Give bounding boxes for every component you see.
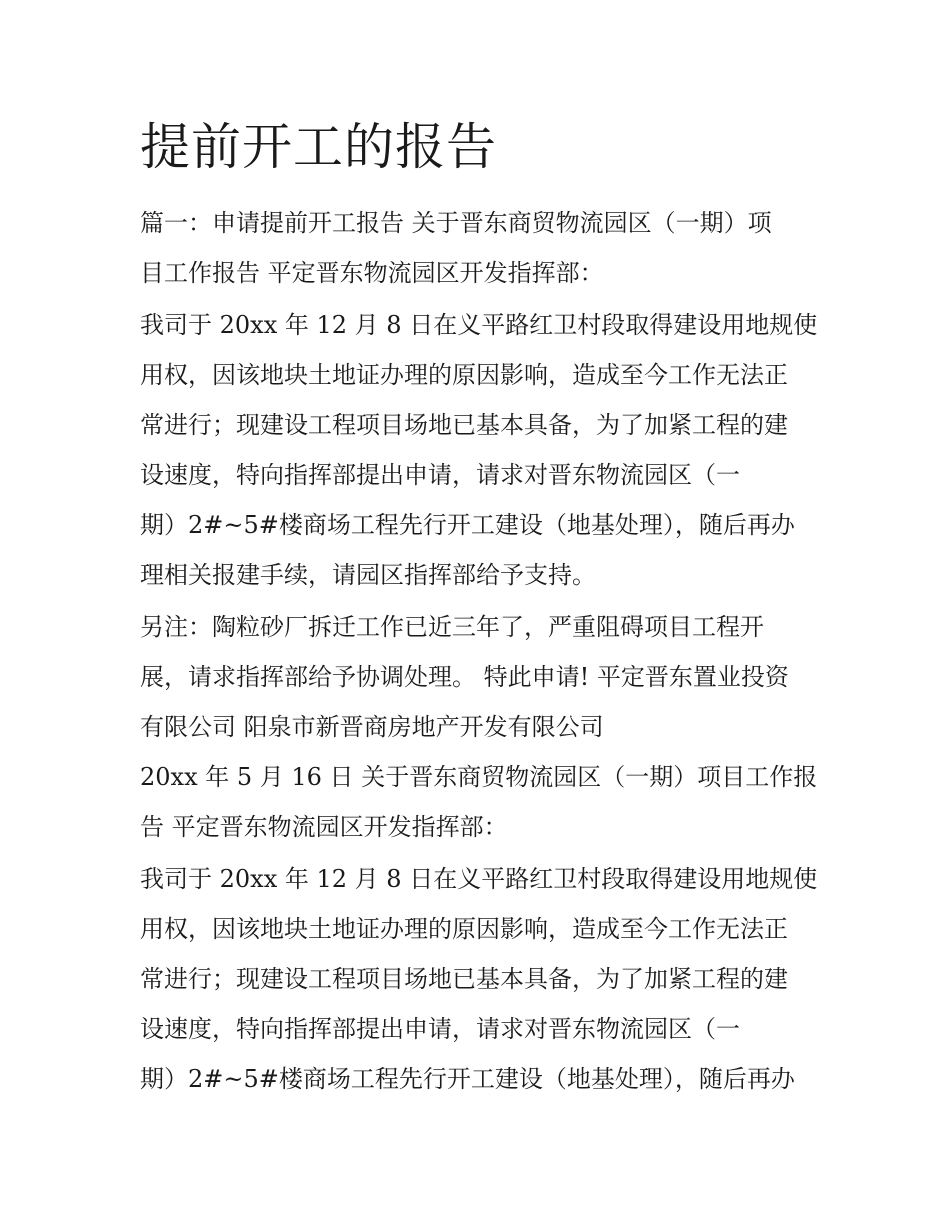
body-line-9: 另注：陶粒砂厂拆迁工作已近三年了，严重阻碍项目工程开 — [140, 613, 764, 641]
body-line-13: 告 平定晋东物流园区开发指挥部： — [140, 813, 508, 841]
body-line-11: 有限公司 阳泉市新晋商房地产开发有限公司 — [140, 713, 604, 741]
body-line-16: 常进行；现建设工程项目场地已基本具备，为了加紧工程的建 — [140, 965, 788, 993]
body-line-18: 期）2#~5#楼商场工程先行开工建设（地基处理），随后再办 — [140, 1065, 795, 1093]
body-line-4: 用权，因该地块土地证办理的原因影响，造成至今工作无法正 — [140, 361, 788, 389]
document-title: 提前开工的报告 — [140, 118, 497, 176]
body-line-3: 我司于 20xx 年 12 月 8 日在义平路红卫村段取得建设用地规使 — [140, 311, 818, 339]
body-line-14: 我司于 20xx 年 12 月 8 日在义平路红卫村段取得建设用地规使 — [140, 865, 818, 893]
body-line-10: 展，请求指挥部给予协调处理。 特此申请! 平定晋东置业投资 — [140, 663, 789, 691]
body-line-8: 理相关报建手续，请园区指挥部给予支持。 — [140, 561, 596, 589]
body-line-1: 篇一：申请提前开工报告 关于晋东商贸物流园区（一期）项 — [140, 209, 772, 237]
body-line-17: 设速度，特向指挥部提出申请，请求对晋东物流园区（一 — [140, 1015, 740, 1043]
body-line-6: 设速度，特向指挥部提出申请，请求对晋东物流园区（一 — [140, 461, 740, 489]
body-line-7: 期）2#~5#楼商场工程先行开工建设（地基处理），随后再办 — [140, 511, 795, 539]
body-line-12: 20xx 年 5 月 16 日 关于晋东商贸物流园区（一期）项目工作报 — [140, 763, 818, 791]
body-line-2: 目工作报告 平定晋东物流园区开发指挥部： — [140, 259, 604, 287]
body-line-5: 常进行；现建设工程项目场地已基本具备，为了加紧工程的建 — [140, 411, 788, 439]
body-line-15: 用权，因该地块土地证办理的原因影响，造成至今工作无法正 — [140, 915, 788, 943]
